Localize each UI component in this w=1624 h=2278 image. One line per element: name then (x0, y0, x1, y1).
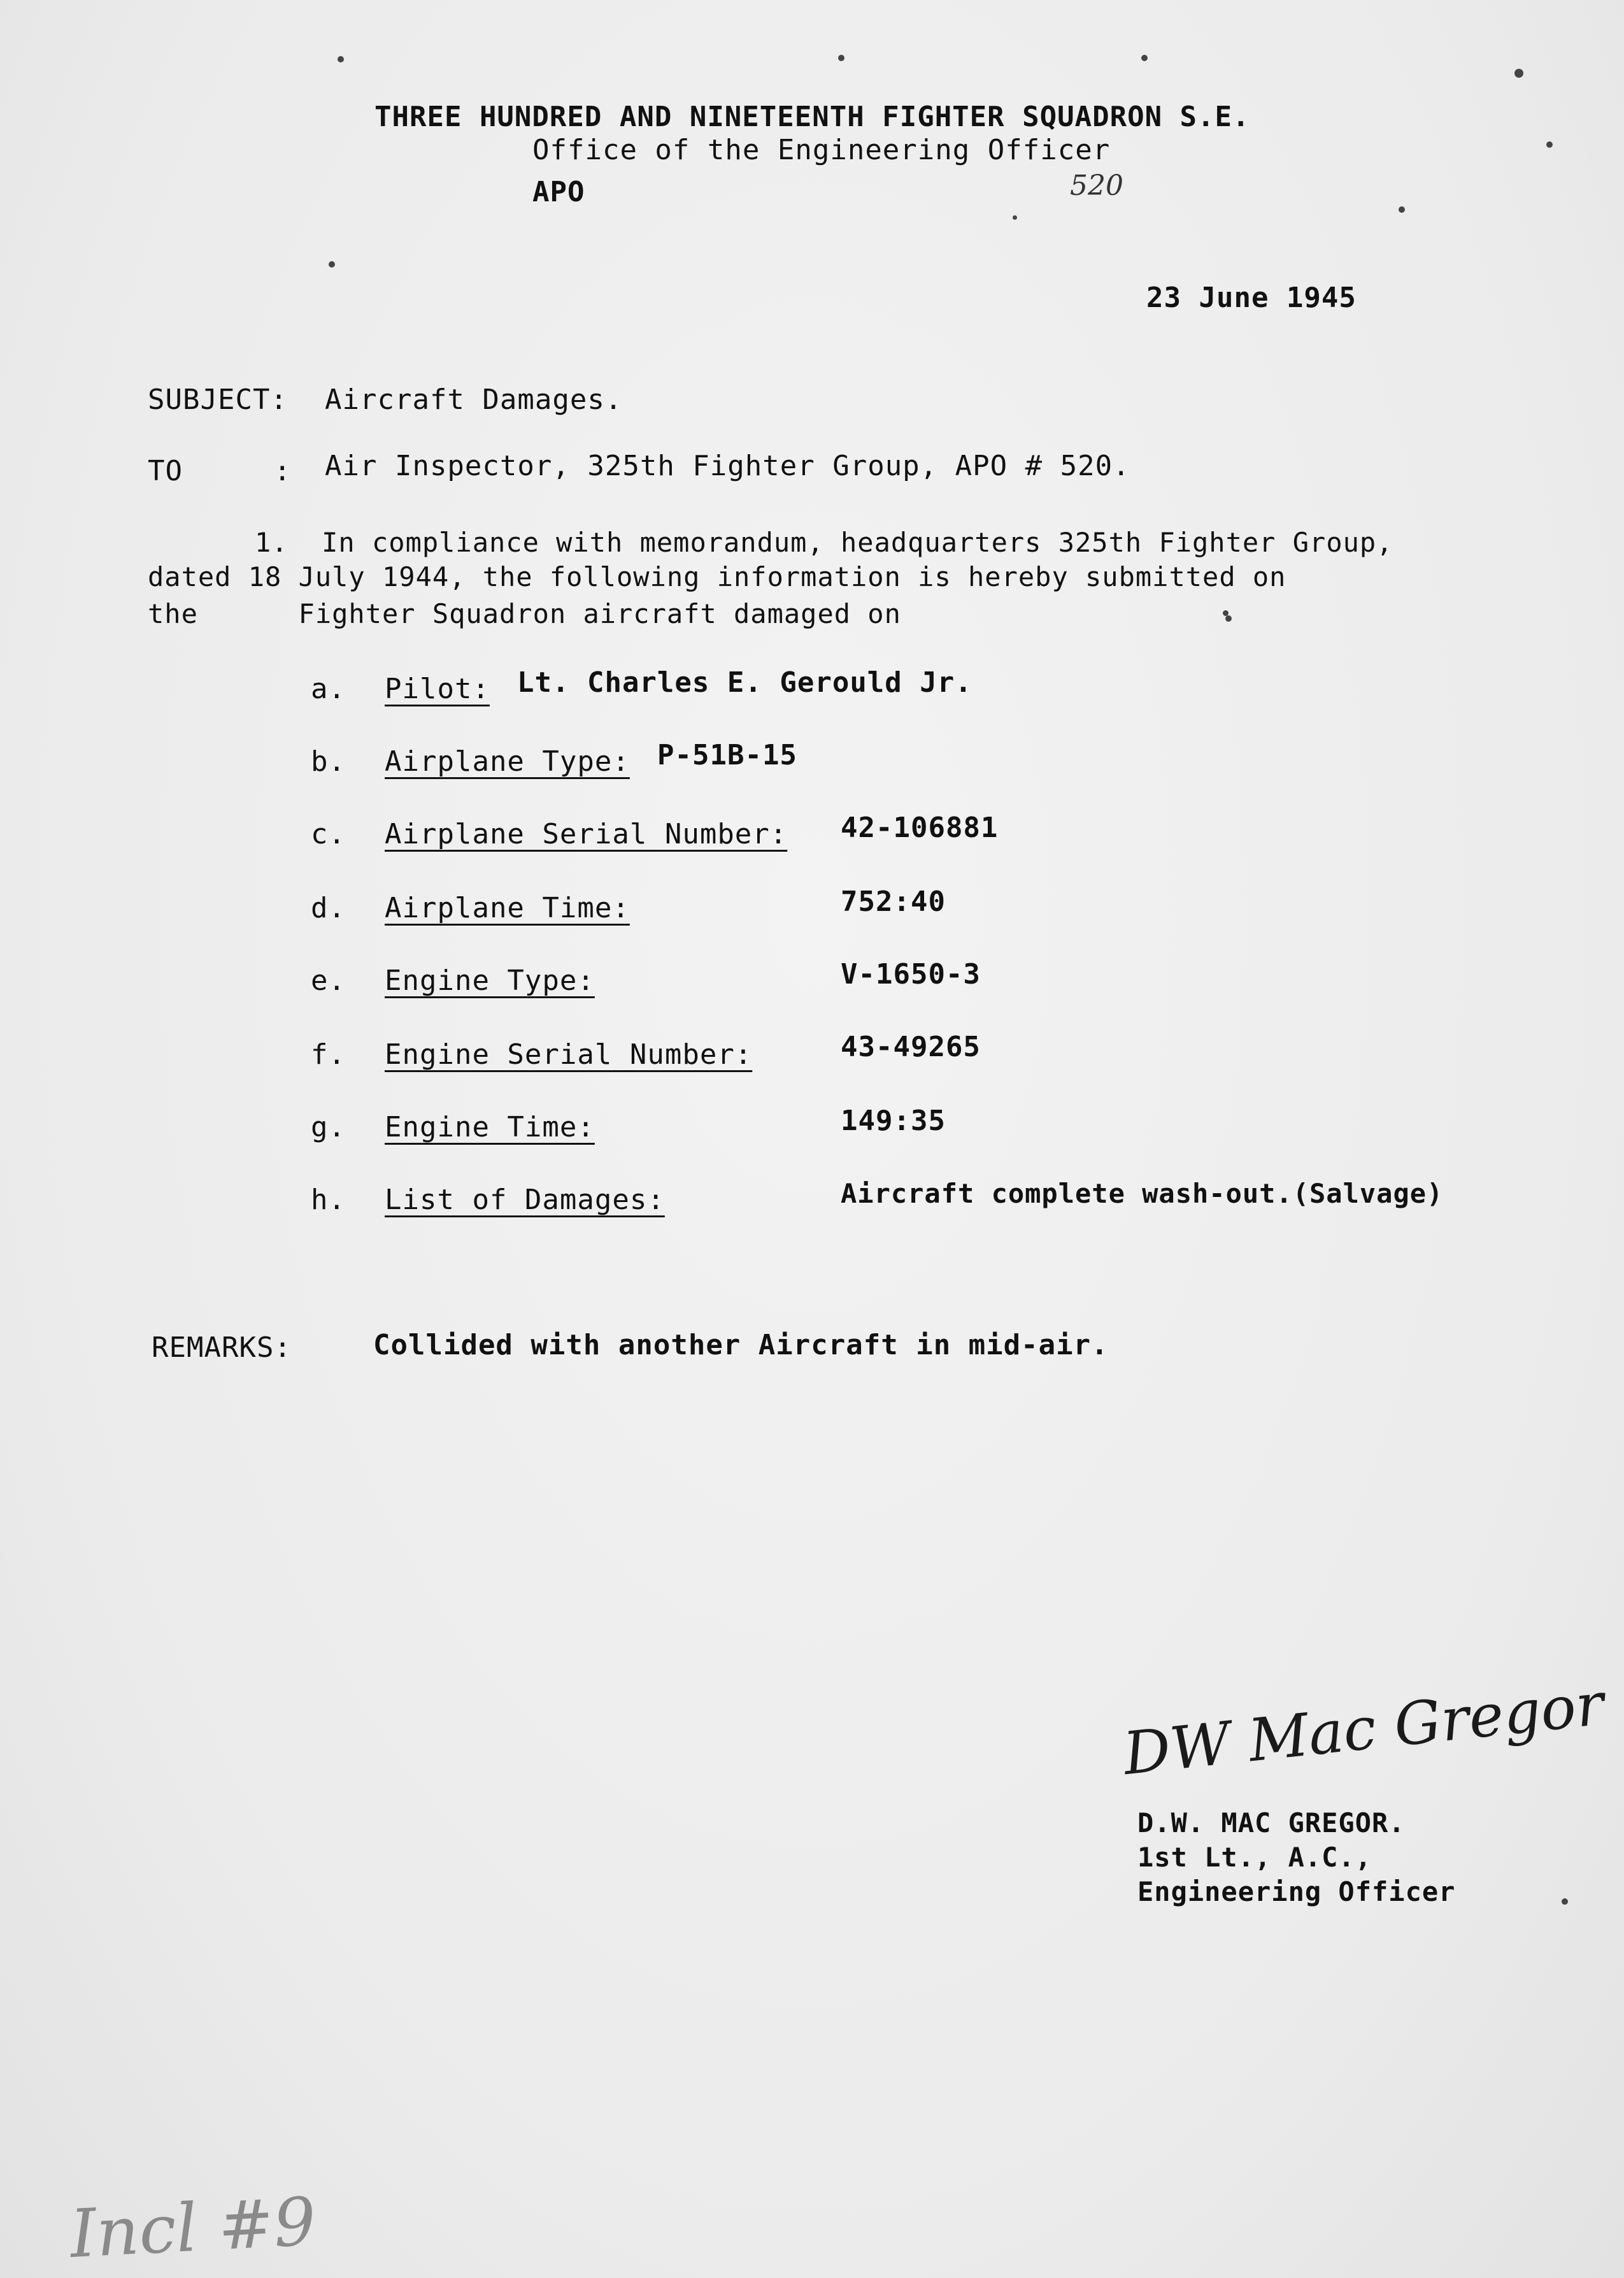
speck (838, 55, 844, 61)
item-label-engine-type: Engine Type: (385, 964, 595, 997)
item-value-engine-serial: 43-49265 (841, 1031, 981, 1063)
signature-title: Engineering Officer (1137, 1876, 1456, 1907)
item-label-engine-time: Engine Time: (385, 1111, 595, 1143)
paragraph-line-1: 1. In compliance with memorandum, headquarters 325th Fighter Group, (255, 527, 1393, 558)
item-label-airplane-type: Airplane Type: (385, 745, 630, 778)
speck (1399, 206, 1405, 213)
item-letter: h. (311, 1184, 346, 1216)
remarks-label: REMARKS: (152, 1331, 292, 1364)
item-letter: d. (311, 892, 346, 924)
item-label-pilot: Pilot: (385, 673, 490, 705)
item-letter: g. (311, 1111, 346, 1143)
item-value-engine-time: 149:35 (841, 1105, 946, 1137)
item-value-airplane-serial: 42-106881 (841, 812, 999, 844)
speck (329, 261, 335, 268)
item-value-engine-type: V-1650-3 (841, 958, 981, 991)
subject-value: Aircraft Damages. (325, 383, 623, 416)
paragraph-line-3: the Fighter Squadron aircraft damaged on (148, 598, 901, 629)
speck (1225, 615, 1232, 622)
item-label-airplane-time: Airplane Time: (385, 892, 630, 924)
footer-handwritten-note: Incl #9 (68, 2182, 318, 2274)
speck (1546, 141, 1553, 148)
speck (338, 56, 344, 62)
signature-name: D.W. MAC GREGOR. (1137, 1807, 1406, 1838)
signature-rank: 1st Lt., A.C., (1137, 1842, 1372, 1873)
letterhead-unit: THREE HUNDRED AND NINETEENTH FIGHTER SQUADRON S.E. (374, 101, 1250, 133)
speck (1013, 215, 1017, 220)
letterhead-office: Office of the Engineering Officer (532, 134, 1111, 166)
paragraph-line-2: dated 18 July 1944, the following information is hereby submitted on (148, 561, 1286, 592)
item-letter: b. (311, 745, 346, 778)
document-date: 23 June 1945 (1146, 282, 1357, 314)
speck (1141, 55, 1148, 61)
item-letter: c. (311, 818, 346, 850)
item-label-engine-serial: Engine Serial Number: (385, 1038, 753, 1071)
item-value-list-of-damages: Aircraft complete wash-out.(Salvage) (841, 1178, 1444, 1209)
item-letter: e. (311, 964, 346, 997)
subject-label: SUBJECT: (148, 383, 288, 416)
item-value-airplane-time: 752:40 (841, 885, 946, 918)
remarks-value: Collided with another Aircraft in mid-air. (373, 1329, 1109, 1361)
item-letter: f. (311, 1038, 346, 1071)
item-value-pilot: Lt. Charles E. Gerould Jr. (517, 666, 972, 699)
item-label-list-of-damages: List of Damages: (385, 1184, 665, 1216)
handwritten-signature: DW Mac Gregor (1120, 1670, 1607, 1788)
letterhead-apo-number: 520 (1070, 169, 1123, 202)
speck (1562, 1898, 1568, 1905)
letterhead-apo-label: APO (532, 176, 585, 208)
to-label: TO (148, 455, 183, 487)
to-colon: : (274, 455, 292, 487)
speck (1223, 610, 1229, 616)
speck (1514, 69, 1523, 78)
item-value-airplane-type: P-51B-15 (657, 739, 797, 771)
item-letter: a. (311, 673, 346, 705)
item-label-airplane-serial: Airplane Serial Number: (385, 818, 788, 850)
to-value: Air Inspector, 325th Fighter Group, APO # 520. (325, 450, 1130, 482)
